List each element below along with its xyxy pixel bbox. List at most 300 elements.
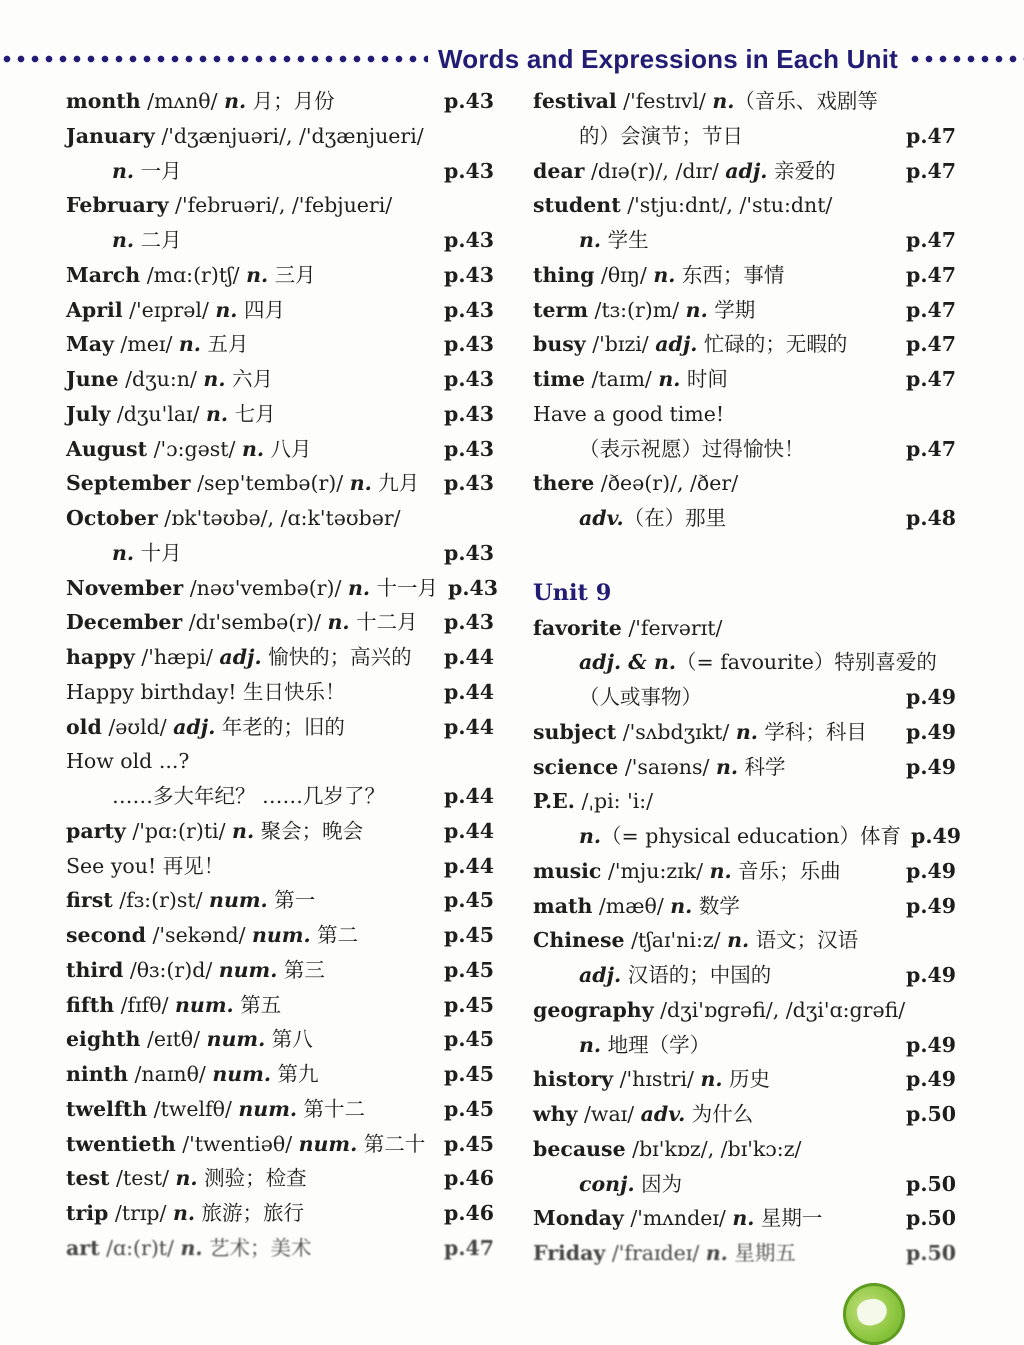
entry-detail: （表示祝愿）过得愉快！ (579, 436, 805, 461)
entry-line (533, 993, 956, 1028)
entry-detail: /'stju:dnt/, /'stu:dnt/ (620, 193, 833, 218)
pos-label: n. (241, 436, 264, 461)
pos-label: n. (347, 575, 371, 600)
entry-detail: 艺术；美术 (202, 1235, 312, 1260)
headword: March (66, 262, 141, 287)
entry-detail: 学期 (707, 297, 756, 322)
entry-line (66, 466, 494, 501)
entry-detail: 第五 (233, 992, 282, 1017)
page-ref: p.47 (906, 158, 956, 183)
pos-label: n. (705, 1241, 728, 1265)
page-header (0, 42, 1024, 76)
entry-detail: /'saɪəns/ (618, 754, 716, 779)
page-ref: p.47 (906, 297, 956, 322)
entry-detail: /mæθ/ (592, 893, 671, 918)
pos-label: adv. (640, 1102, 686, 1126)
headword: party (66, 818, 126, 843)
entry-detail: /'eɪprəl/ (122, 297, 216, 322)
pos-label: n. (579, 228, 602, 252)
page-ref: p.45 (444, 923, 494, 947)
entry-line (66, 814, 494, 849)
entry-text (66, 397, 276, 432)
pos-label: num. (209, 888, 268, 913)
entry-detail: /meɪ/ (113, 332, 179, 357)
entry-line (533, 958, 956, 993)
entry-text (533, 1201, 822, 1236)
pos-label: n. (232, 818, 255, 843)
entry-line (66, 779, 494, 814)
entry-detail: 地理（学） (601, 1032, 711, 1057)
entry-detail: /θɜ:(r)d/ (123, 957, 219, 982)
entry-line (66, 154, 494, 189)
entry-detail: /'februəri/, /'febjueri/ (168, 193, 393, 218)
pos-label: n. (327, 610, 350, 635)
entry-detail: /ˌpi: 'i:/ (574, 789, 654, 814)
page-ref: p.49 (906, 893, 956, 918)
headword: September (66, 471, 191, 496)
pos-label: n. (175, 1166, 198, 1191)
page-ref: p.44 (444, 853, 494, 878)
entry-line (66, 1057, 494, 1092)
page-ref: p.43 (444, 89, 494, 113)
page-ref: p.49 (906, 719, 956, 744)
headword: student (533, 193, 621, 218)
entry-detail: 星期一 (754, 1206, 823, 1231)
entry-text (66, 1092, 365, 1127)
entry-text (66, 223, 182, 258)
entry-text (66, 466, 419, 501)
entry-detail: ……多大年纪？ ……几岁了？ (112, 784, 386, 808)
headword: April (66, 297, 123, 322)
entry-text (66, 883, 315, 918)
entry-line (533, 1132, 956, 1167)
entry-text (533, 362, 728, 397)
entry-line (66, 849, 494, 884)
page-ref: p.47 (906, 332, 956, 357)
headword: fifth (66, 992, 115, 1017)
publisher-logo-icon (843, 1283, 905, 1345)
entry-line (533, 645, 956, 680)
entry-line (66, 223, 494, 258)
entry-line (533, 715, 956, 750)
entry-text (66, 605, 418, 640)
entry-line (66, 640, 494, 675)
entry-detail: /'feɪvərɪt/ (621, 615, 723, 640)
entry-line (533, 84, 956, 119)
entry-text (533, 715, 867, 750)
pos-label: n. (727, 928, 750, 953)
page-ref: p.47 (906, 123, 956, 148)
entry-detail: （= favourite）特别喜爱的 (676, 650, 937, 675)
page-ref: p.43 (444, 332, 494, 357)
left-column (66, 84, 499, 1266)
entry-detail: /tʃaɪ'ni:z/ (624, 928, 728, 953)
entry-text (533, 1132, 801, 1167)
entry-line (533, 154, 956, 189)
pos-label: n. (658, 367, 681, 391)
entry-detail: /fɜ:(r)st/ (112, 888, 210, 913)
entry-line (533, 854, 956, 889)
page-ref: p.44 (444, 784, 494, 808)
page-ref: p.50 (906, 1241, 956, 1265)
entry-text (533, 611, 722, 646)
pos-label: adj. & n. (579, 650, 676, 675)
page-title: Words and Expressions in Each Unit (438, 43, 898, 74)
entry-line (66, 1127, 494, 1162)
entry-detail: 十一月 (370, 575, 439, 600)
entry-line (66, 501, 494, 536)
publisher-logo-core (855, 1296, 890, 1328)
pos-label: n. (685, 297, 708, 322)
entry-text (66, 501, 401, 536)
entry-detail: 科学 (737, 754, 786, 779)
page-ref: p.49 (906, 1032, 956, 1057)
headword: second (66, 923, 146, 947)
page-ref: p.49 (906, 963, 956, 987)
entry-detail: 二月 (134, 228, 182, 252)
entry-line (66, 675, 494, 710)
headword: twelfth (66, 1096, 148, 1121)
entry-text (66, 1022, 313, 1057)
page-ref: p.43 (444, 228, 494, 252)
entry-detail: /twelfθ/ (147, 1096, 239, 1121)
entry-line (533, 750, 956, 785)
entry-line (533, 119, 956, 154)
entry-text (66, 710, 345, 745)
entry-detail: /'twentiəθ/ (175, 1131, 299, 1156)
entry-text (66, 918, 358, 953)
page-ref: p.45 (444, 1096, 494, 1121)
entry-line (66, 1092, 494, 1127)
entry-detail: 测验；检查 (197, 1166, 307, 1191)
entry-text (66, 536, 182, 571)
entry-line (66, 536, 494, 571)
entry-line (533, 923, 956, 958)
pos-label: num. (238, 1096, 298, 1121)
entry-text (533, 188, 832, 223)
entry-detail: （音乐、戏剧等 (734, 89, 878, 113)
entry-line (533, 1167, 956, 1202)
pos-label: adv. (579, 506, 624, 530)
headword: happy (66, 645, 135, 669)
pos-label: n. (715, 754, 738, 779)
pos-label: n. (224, 89, 247, 113)
page-ref: p.43 (444, 471, 494, 496)
page-ref: p.47 (906, 367, 956, 391)
entry-detail: 第二十 (357, 1131, 426, 1156)
entry-detail: 六月 (225, 367, 273, 391)
entry-line (533, 680, 956, 715)
entry-line (66, 362, 494, 397)
entry-text (533, 327, 847, 362)
entry-detail: 十月 (134, 540, 182, 565)
entry-detail: /trɪp/ (108, 1201, 173, 1225)
entry-text (66, 1127, 425, 1162)
page-ref: p.45 (444, 957, 494, 982)
headword: math (533, 893, 593, 918)
entry-line (533, 501, 956, 536)
page-ref: p.43 (444, 297, 494, 322)
entry-detail: /'sekənd/ (145, 923, 252, 947)
pos-label: n. (203, 367, 226, 391)
entry-text (66, 675, 346, 710)
page-ref: p.44 (444, 818, 494, 843)
entry-detail: 数学 (692, 893, 740, 918)
entry-line (66, 953, 494, 988)
entry-line (533, 1236, 956, 1271)
pos-label: n. (172, 1201, 196, 1225)
headword: Chinese (533, 928, 625, 953)
page-ref: p.50 (906, 1206, 956, 1231)
pos-label: n. (579, 824, 602, 848)
page-ref: p.43 (444, 540, 494, 565)
pos-label: n. (206, 401, 229, 426)
headword: there (533, 471, 595, 496)
entry-detail: See you! 再见！ (66, 853, 225, 878)
headword: art (66, 1235, 100, 1260)
entry-detail: /naɪnθ/ (127, 1062, 213, 1086)
entry-line (66, 605, 494, 640)
pos-label: n. (246, 262, 269, 287)
headword: July (66, 401, 111, 426)
headword: geography (533, 997, 654, 1022)
headword: subject (533, 719, 617, 744)
entry-detail: 汉语的；中国的 (621, 963, 772, 987)
pos-label: n. (579, 1032, 602, 1057)
page-ref: p.49 (906, 685, 956, 709)
entry-detail: /dʒu:n/ (118, 367, 204, 391)
headword: twentieth (66, 1131, 176, 1156)
entry-detail: /nəʊ'vembə(r)/ (183, 575, 348, 600)
entry-detail: 忙碌的；无暇的 (697, 332, 848, 357)
entry-detail: /ðeə(r)/, /ðer/ (594, 471, 739, 496)
entry-line (533, 397, 956, 432)
entry-detail: 亲爱的 (767, 158, 836, 183)
entry-text (66, 849, 224, 884)
entry-detail: 音乐；乐曲 (731, 858, 841, 883)
pos-label: n. (112, 228, 135, 252)
headword: Monday (533, 1206, 624, 1231)
entry-text (533, 432, 805, 467)
entry-detail: /'ɔ:gəst/ (147, 436, 242, 461)
page-ref: p.47 (906, 436, 956, 461)
entry-text (533, 750, 786, 785)
entry-detail: /bɪ'kɒz/, /bɪ'kɔ:z/ (625, 1136, 802, 1161)
entry-text (66, 1057, 319, 1092)
page-ref: p.43 (444, 436, 494, 461)
entry-line (533, 432, 956, 467)
pos-label: n. (215, 297, 238, 322)
pos-label: adj. (173, 714, 216, 739)
entry-line (66, 988, 494, 1023)
entry-line (533, 819, 961, 854)
entry-detail: /mɑ:(r)tʃ/ (140, 262, 247, 287)
entry-line (66, 293, 494, 328)
pos-label: num. (212, 1062, 271, 1086)
entry-detail: 年老的；旧的 (215, 714, 345, 739)
entry-detail: /'mʌndeɪ/ (623, 1206, 733, 1231)
entry-text (533, 923, 858, 958)
entry-text (66, 1196, 304, 1231)
entry-detail: 四月 (237, 297, 285, 322)
headword: history (533, 1067, 614, 1092)
entry-detail: /'hæpi/ (134, 645, 220, 669)
page-ref: p.47 (444, 1235, 494, 1260)
entry-text (533, 680, 702, 715)
entry-detail: /'fraɪdeɪ/ (605, 1241, 706, 1265)
entry-line (66, 397, 494, 432)
entry-detail: 月；月份 (246, 89, 335, 113)
entry-line (533, 1028, 956, 1063)
entry-line (533, 466, 956, 501)
pos-label: n. (349, 471, 372, 496)
entry-line (533, 1201, 956, 1236)
page-ref: p.50 (906, 1102, 956, 1126)
headword: August (66, 436, 148, 461)
page-ref: p.46 (444, 1201, 494, 1225)
pos-label: n. (653, 262, 676, 287)
entry-detail: 为什么 (685, 1102, 754, 1126)
entry-text (533, 397, 724, 432)
entry-detail: 愉快的；高兴的 (261, 645, 412, 669)
entry-detail: 第三 (277, 957, 325, 982)
entry-text (533, 154, 835, 189)
pos-label: n. (709, 858, 732, 883)
page-ref: p.49 (906, 754, 956, 779)
entry-text (533, 501, 726, 536)
entry-text (533, 1097, 753, 1132)
headword: trip (66, 1201, 109, 1225)
headword: favorite (533, 615, 622, 640)
entry-line (533, 1097, 956, 1132)
entry-line (533, 188, 956, 223)
entry-detail: 七月 (228, 401, 276, 426)
page-ref: p.48 (906, 506, 956, 530)
entry-line (533, 223, 956, 258)
headword: June (66, 367, 119, 391)
page-ref: p.45 (444, 1062, 494, 1086)
page-ref: p.47 (906, 262, 956, 287)
entry-detail: /'mju:zɪk/ (601, 858, 710, 883)
pos-label: adj. (579, 963, 622, 987)
right-column (533, 84, 961, 1271)
entry-line (66, 918, 494, 953)
entry-text (533, 223, 649, 258)
headword: festival (533, 89, 617, 113)
entry-detail: 第十二 (297, 1096, 366, 1121)
entry-detail: 学科；科目 (757, 719, 867, 744)
entry-detail: /əʊld/ (101, 714, 174, 739)
entry-line (533, 258, 956, 293)
entry-detail: 聚会；晚会 (254, 818, 364, 843)
headword: third (66, 957, 124, 982)
entry-line (533, 293, 956, 328)
entry-line (66, 883, 494, 918)
entry-detail: 五月 (200, 332, 249, 357)
entry-detail: 因为 (634, 1171, 683, 1196)
headword: Unit 9 (533, 579, 612, 606)
entry-detail: /dʒu'laɪ/ (110, 401, 207, 426)
pos-label: num. (206, 1027, 266, 1052)
entry-detail: /waɪ/ (577, 1102, 641, 1126)
entry-text (533, 889, 740, 924)
entry-detail: 时间 (680, 367, 728, 391)
dotted-rule-left-icon (0, 54, 428, 64)
entry-detail: /dɪə(r)/, /dɪr/ (584, 158, 726, 183)
headword: first (66, 888, 113, 913)
entry-line (66, 1231, 494, 1266)
entry-line (533, 889, 956, 924)
entry-detail: 历史 (722, 1067, 771, 1092)
entry-detail: 第二 (310, 923, 359, 947)
headword: February (66, 193, 169, 218)
entry-text (533, 854, 841, 889)
page-ref: p.43 (444, 262, 494, 287)
entry-detail: /sep'tembə(r)/ (190, 471, 350, 496)
entry-text (66, 327, 248, 362)
entry-detail: 学生 (601, 228, 649, 252)
page-ref: p.46 (444, 1166, 494, 1191)
entry-detail: 三月 (268, 262, 316, 287)
page-ref: p.44 (444, 645, 494, 669)
headword: music (533, 858, 602, 883)
page-ref: p.45 (444, 1131, 494, 1156)
headword: because (533, 1136, 626, 1161)
entry-line (533, 362, 956, 397)
entry-text (533, 258, 784, 293)
entry-detail: 一月 (134, 158, 182, 183)
entry-text (533, 84, 878, 119)
entry-text (533, 1236, 796, 1271)
entry-text (66, 988, 281, 1023)
entry-text (66, 814, 363, 849)
page-ref: p.45 (444, 992, 494, 1017)
entry-line (66, 710, 494, 745)
page-ref: p.43 (444, 158, 494, 183)
entry-detail: /mʌnθ/ (140, 89, 225, 113)
entry-text (66, 571, 438, 606)
entry-detail: /tɜ:(r)m/ (588, 297, 686, 322)
entry-detail: /'festɪvl/ (616, 89, 713, 113)
headword: January (66, 123, 155, 148)
entry-detail: /dɪ'sembə(r)/ (182, 610, 328, 635)
headword: dear (533, 158, 585, 183)
page-ref: p.45 (444, 1027, 494, 1052)
entry-text (533, 119, 743, 154)
entry-detail: /ɒk'təʊbə/, /ɑ:k'təʊbər/ (157, 506, 401, 530)
pos-label: n. (670, 893, 693, 918)
entry-text (66, 84, 335, 119)
entry-line (66, 258, 494, 293)
pos-label: n. (180, 1235, 203, 1260)
entry-detail: /'pɑ:(r)ti/ (125, 818, 233, 843)
entry-detail: /θɪŋ/ (594, 262, 654, 287)
entry-detail: /eɪtθ/ (140, 1027, 207, 1052)
entry-text (533, 1167, 682, 1202)
headword: test (66, 1166, 110, 1191)
headword: old (66, 714, 102, 739)
entry-text (66, 154, 182, 189)
entry-text (66, 432, 312, 467)
entry-detail: （= physical education）体育 (601, 824, 901, 848)
entry-text (66, 779, 385, 814)
entry-text (533, 993, 905, 1028)
entry-line (66, 327, 494, 362)
entry-text (533, 293, 755, 328)
entry-text (533, 1028, 710, 1063)
headword: ninth (66, 1062, 128, 1086)
entry-line (66, 1161, 494, 1196)
